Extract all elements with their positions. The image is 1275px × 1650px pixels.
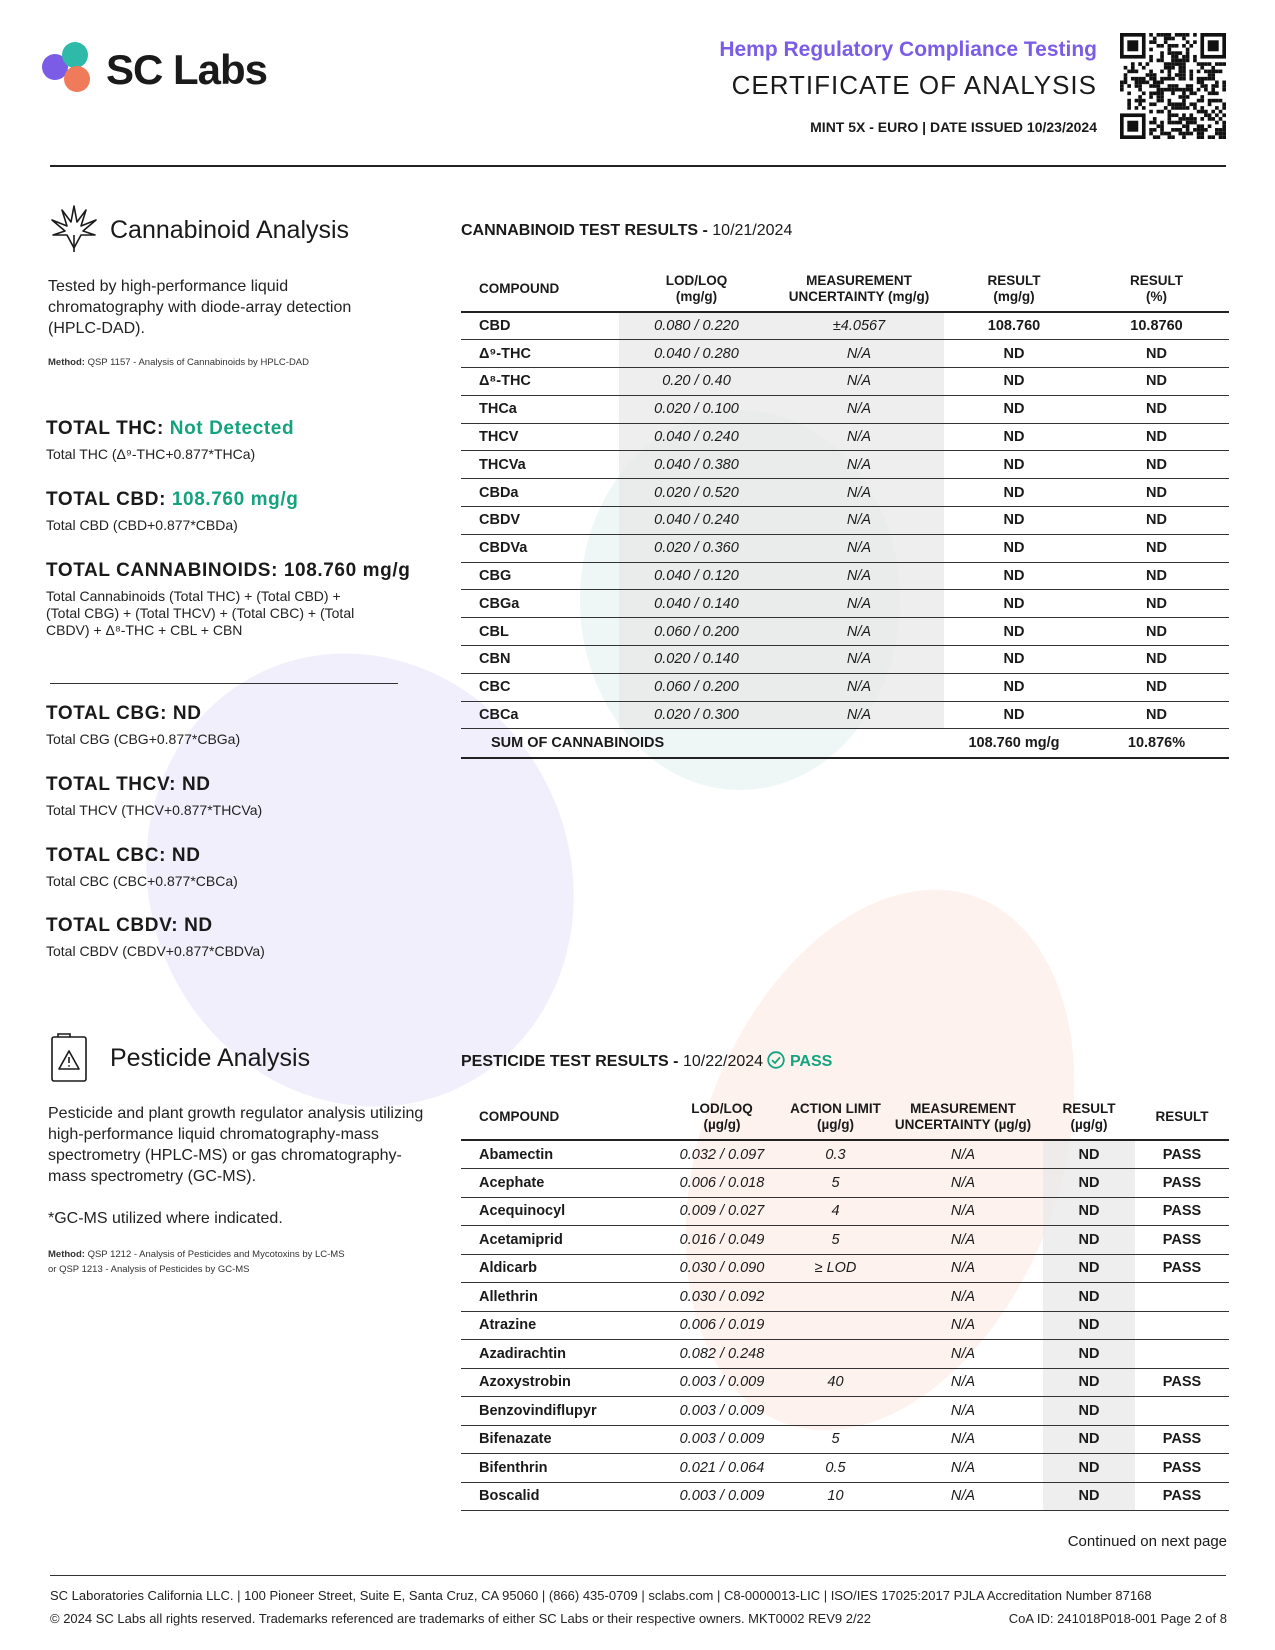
table-cell: N/A — [883, 1197, 1043, 1226]
table-cell: N/A — [883, 1482, 1043, 1511]
pesticide-results-table — [461, 1094, 1229, 1511]
table-cell: N/A — [774, 618, 944, 646]
table-row — [461, 618, 1229, 646]
table-cell: ±4.0567 — [774, 312, 944, 340]
table-cell: 10 — [788, 1482, 883, 1511]
logo-dots-icon — [42, 40, 100, 100]
pesticide-header-cell: MEASUREMENT UNCERTAINTY (µg/g) — [894, 1100, 1032, 1132]
pesticide-status-badge: PASS — [789, 1053, 833, 1070]
table-cell: ND — [1043, 1254, 1135, 1283]
table-row — [461, 646, 1229, 674]
table-row — [461, 1482, 1229, 1511]
table-cell: 0.040 / 0.140 — [619, 590, 774, 618]
table-cell: 4 — [788, 1197, 883, 1226]
cannabinoid-header-cell: LOD/LOQ (mg/g) — [665, 272, 728, 304]
table-cell: ND — [944, 368, 1084, 396]
table-cell: ND — [1084, 590, 1229, 618]
table-row — [461, 1454, 1229, 1483]
pesticide-note: *GC-MS utilized where indicated. — [48, 1210, 283, 1227]
cannabinoid-results-table — [461, 266, 1229, 759]
table-row — [461, 1226, 1229, 1255]
table-row — [461, 312, 1229, 340]
table-cell: 0.016 / 0.049 — [656, 1226, 788, 1255]
table-row — [461, 451, 1229, 479]
table-cell: Atrazine — [461, 1311, 656, 1340]
table-cell: 5 — [788, 1425, 883, 1454]
table-cell: N/A — [774, 451, 944, 479]
table-cell: ND — [1084, 395, 1229, 423]
total-cbc: TOTAL CBC: ND Total CBC (CBC+0.877*CBCa) — [46, 845, 238, 889]
table-cell: N/A — [774, 423, 944, 451]
table-cell: THCa — [461, 395, 619, 423]
table-cell: PASS — [1135, 1254, 1229, 1283]
check-circle-icon — [767, 1051, 785, 1069]
table-cell: N/A — [883, 1311, 1043, 1340]
table-cell: N/A — [774, 395, 944, 423]
table-row — [461, 1140, 1229, 1169]
table-cell: CBD — [461, 312, 619, 340]
total-cbd: TOTAL CBD: 108.760 mg/g Total CBD (CBD+0.877*CBDa) — [46, 489, 299, 533]
cannabinoid-description: Tested by high-performance liquid chromatography with diode-array detection (HPLC-DAD). — [48, 278, 352, 337]
totals-divider — [50, 683, 398, 684]
table-cell: 0.003 / 0.009 — [656, 1482, 788, 1511]
table-cell: 0.060 / 0.200 — [619, 673, 774, 701]
qr-code-icon — [1120, 33, 1226, 139]
table-cell: 0.021 / 0.064 — [656, 1454, 788, 1483]
pesticide-header-cell: RESULT — [1155, 1108, 1209, 1124]
table-cell: ND — [1084, 562, 1229, 590]
table-cell: Aldicarb — [461, 1254, 656, 1283]
table-cell: Bifenthrin — [461, 1454, 656, 1483]
table-cell: Δ⁸-THC — [461, 368, 619, 396]
table-cell: ND — [944, 534, 1084, 562]
table-cell: Acequinocyl — [461, 1197, 656, 1226]
table-row — [461, 562, 1229, 590]
cannabinoid-method: Method: QSP 1157 - Analysis of Cannabinoids by HPLC-DAD — [48, 357, 310, 368]
table-cell: ND — [1043, 1454, 1135, 1483]
table-cell: Δ⁹-THC — [461, 340, 619, 368]
table-cell: N/A — [774, 368, 944, 396]
table-row — [461, 340, 1229, 368]
pesticide-section-title: Pesticide Analysis — [110, 1044, 311, 1072]
pesticide-header-cell: RESULT (µg/g) — [1062, 1100, 1116, 1132]
header-meta: MINT 5X - EURO | DATE ISSUED 10/23/2024 — [810, 119, 1097, 135]
table-cell: 108.760 — [944, 312, 1084, 340]
total-cbdv: TOTAL CBDV: ND Total CBDV (CBDV+0.877*CBDVa) — [46, 915, 265, 959]
table-cell: CBCa — [461, 701, 619, 729]
table-cell: ND — [1043, 1425, 1135, 1454]
table-cell: ND — [944, 340, 1084, 368]
table-cell: ND — [944, 423, 1084, 451]
table-cell: N/A — [883, 1340, 1043, 1369]
table-cell: ND — [944, 673, 1084, 701]
footer-divider — [50, 1575, 1226, 1576]
sum-row — [461, 729, 1229, 758]
table-cell: 5 — [788, 1169, 883, 1198]
cannabinoid-header-cell: RESULT (%) — [1130, 272, 1183, 304]
table-cell: ND — [1084, 507, 1229, 535]
table-row — [461, 1283, 1229, 1312]
table-row — [461, 1254, 1229, 1283]
table-cell: 0.006 / 0.019 — [656, 1311, 788, 1340]
table-cell: ND — [1084, 368, 1229, 396]
table-cell: N/A — [883, 1226, 1043, 1255]
table-cell: ≥ LOD — [788, 1254, 883, 1283]
table-row — [461, 1340, 1229, 1369]
total-thc: TOTAL THC: Not Detected Total THC (Δ⁹-THC+0.877*THCa) — [46, 418, 295, 462]
table-row — [461, 423, 1229, 451]
table-cell: 0.003 / 0.009 — [656, 1368, 788, 1397]
table-cell: ND — [1084, 534, 1229, 562]
table-cell: PASS — [1135, 1454, 1229, 1483]
table-cell: 10.8760 — [1084, 312, 1229, 340]
sum-mg: 108.760 mg/g — [944, 729, 1084, 758]
brand-name: SC Labs — [106, 46, 268, 93]
table-cell: 0.009 / 0.027 — [656, 1197, 788, 1226]
table-cell: CBG — [461, 562, 619, 590]
table-cell: 0.020 / 0.360 — [619, 534, 774, 562]
table-row — [461, 590, 1229, 618]
table-cell: 0.003 / 0.009 — [656, 1397, 788, 1426]
table-cell: ND — [1043, 1169, 1135, 1198]
table-cell: 5 — [788, 1226, 883, 1255]
table-cell: Allethrin — [461, 1283, 656, 1312]
cannabinoid-table-title: CANNABINOID TEST RESULTS - 10/21/2024 — [461, 222, 793, 239]
table-cell: ND — [1084, 646, 1229, 674]
table-cell: ND — [1043, 1283, 1135, 1312]
table-row — [461, 1169, 1229, 1198]
table-cell — [1135, 1283, 1229, 1312]
table-cell: 0.040 / 0.280 — [619, 340, 774, 368]
table-cell: 0.3 — [788, 1140, 883, 1169]
pesticide-header-cell: COMPOUND — [479, 1108, 560, 1124]
table-cell: 0.040 / 0.120 — [619, 562, 774, 590]
table-cell: ND — [944, 395, 1084, 423]
sum-pct: 10.876% — [1084, 729, 1229, 758]
sum-label: SUM OF CANNABINOIDS — [461, 729, 944, 758]
table-cell: 0.020 / 0.520 — [619, 479, 774, 507]
table-cell — [788, 1283, 883, 1312]
table-cell: N/A — [883, 1140, 1043, 1169]
table-cell — [788, 1397, 883, 1426]
total-thcv: TOTAL THCV: ND Total THCV (THCV+0.877*THCVa) — [46, 774, 263, 818]
table-cell: N/A — [774, 562, 944, 590]
table-cell: N/A — [883, 1425, 1043, 1454]
table-cell: CBDVa — [461, 534, 619, 562]
table-cell: 0.040 / 0.240 — [619, 423, 774, 451]
table-cell: ND — [944, 562, 1084, 590]
table-cell: CBGa — [461, 590, 619, 618]
table-cell: CBDa — [461, 479, 619, 507]
table-cell — [788, 1311, 883, 1340]
table-row — [461, 1397, 1229, 1426]
table-cell: ND — [1043, 1397, 1135, 1426]
cannabinoid-header-cell: RESULT (mg/g) — [987, 272, 1041, 304]
table-cell — [1135, 1340, 1229, 1369]
table-cell: N/A — [774, 646, 944, 674]
pesticide-header-cell: ACTION LIMIT (µg/g) — [790, 1100, 881, 1132]
table-cell: N/A — [774, 534, 944, 562]
header-subtitle: Hemp Regulatory Compliance Testing — [719, 38, 1097, 61]
cannabinoid-header-cell: MEASUREMENT UNCERTAINTY (mg/g) — [788, 272, 930, 304]
table-cell: 0.040 / 0.240 — [619, 507, 774, 535]
table-row — [461, 1197, 1229, 1226]
table-cell: 40 — [788, 1368, 883, 1397]
table-cell: Benzovindiflupyr — [461, 1397, 656, 1426]
table-cell: ND — [944, 618, 1084, 646]
table-cell: N/A — [883, 1254, 1043, 1283]
table-cell: 0.080 / 0.220 — [619, 312, 774, 340]
table-cell: 0.040 / 0.380 — [619, 451, 774, 479]
table-cell: N/A — [774, 507, 944, 535]
table-row — [461, 1311, 1229, 1340]
table-cell: PASS — [1135, 1140, 1229, 1169]
table-cell: ND — [1084, 451, 1229, 479]
footer-copyright: © 2024 SC Labs all rights reserved. Trademarks referenced are trademarks of either SC Labs or their respective owners. MKT0002 REV9 2/22 — [50, 1611, 872, 1626]
table-cell: ND — [944, 479, 1084, 507]
table-cell: 0.030 / 0.090 — [656, 1254, 788, 1283]
table-cell: 0.030 / 0.092 — [656, 1283, 788, 1312]
table-cell: CBC — [461, 673, 619, 701]
table-cell: Azoxystrobin — [461, 1368, 656, 1397]
footer-coa-id: CoA ID: 241018P018-001 Page 2 of 8 — [1008, 1611, 1227, 1626]
total-cbg: TOTAL CBG: ND Total CBG (CBG+0.877*CBGa) — [46, 703, 241, 747]
pesticide-warning-icon — [48, 1033, 100, 1085]
table-row — [461, 507, 1229, 535]
table-cell: N/A — [774, 673, 944, 701]
table-cell: ND — [1043, 1197, 1135, 1226]
table-cell: PASS — [1135, 1197, 1229, 1226]
table-cell: 0.20 / 0.40 — [619, 368, 774, 396]
table-cell: ND — [1084, 340, 1229, 368]
table-cell: 0.5 — [788, 1454, 883, 1483]
table-cell: ND — [1084, 673, 1229, 701]
table-cell: ND — [1043, 1368, 1135, 1397]
table-cell: ND — [944, 701, 1084, 729]
table-cell: N/A — [883, 1283, 1043, 1312]
cannabinoid-section-title: Cannabinoid Analysis — [110, 216, 350, 244]
table-cell: PASS — [1135, 1425, 1229, 1454]
table-cell: ND — [1084, 423, 1229, 451]
table-cell — [1135, 1311, 1229, 1340]
table-cell: 0.006 / 0.018 — [656, 1169, 788, 1198]
cannabis-leaf-icon — [48, 202, 100, 254]
table-row — [461, 673, 1229, 701]
table-row — [461, 395, 1229, 423]
table-cell: Boscalid — [461, 1482, 656, 1511]
sc-labs-logo — [42, 40, 302, 100]
table-cell: Azadirachtin — [461, 1340, 656, 1369]
table-cell: N/A — [774, 340, 944, 368]
total-cannabinoids: TOTAL CANNABINOIDS: 108.760 mg/g Total Cannabinoids (Total THC) + (Total CBD) + (Total CBG) + (Total THCV) + (Total CBC) + (Total CBDV) + Δ⁸-THC + CBL + CBN — [46, 560, 411, 638]
table-cell: PASS — [1135, 1169, 1229, 1198]
table-cell: 0.020 / 0.100 — [619, 395, 774, 423]
table-row — [461, 534, 1229, 562]
table-cell: N/A — [883, 1454, 1043, 1483]
table-cell: Acephate — [461, 1169, 656, 1198]
table-cell: N/A — [774, 479, 944, 507]
table-cell: ND — [1043, 1482, 1135, 1511]
table-cell: 0.060 / 0.200 — [619, 618, 774, 646]
header-divider — [50, 165, 1226, 167]
table-cell: ND — [1084, 701, 1229, 729]
table-cell: THCV — [461, 423, 619, 451]
table-cell: ND — [1084, 618, 1229, 646]
table-cell: ND — [944, 590, 1084, 618]
table-cell: N/A — [774, 590, 944, 618]
footer-address: SC Laboratories California LLC. | 100 Pioneer Street, Suite E, Santa Cruz, CA 95060 | (866) 435-0709 | sclabs.com | C8-0000013-LIC | ISO/IES 17025:2017 PJLA Accreditation Number 87168 — [50, 1588, 1152, 1603]
table-row — [461, 368, 1229, 396]
table-cell: ND — [1043, 1311, 1135, 1340]
table-cell: N/A — [883, 1397, 1043, 1426]
table-cell — [788, 1340, 883, 1369]
pesticide-table-title: PESTICIDE TEST RESULTS - 10/22/2024 PASS — [461, 1053, 833, 1070]
table-cell: ND — [1043, 1340, 1135, 1369]
table-cell: ND — [944, 646, 1084, 674]
table-cell: PASS — [1135, 1368, 1229, 1397]
pesticide-method: Method: QSP 1212 - Analysis of Pesticides and Mycotoxins by LC-MS or QSP 1213 - Analysis of Pesticides by GC-MS — [48, 1249, 345, 1275]
table-cell: ND — [944, 451, 1084, 479]
table-cell: Acetamiprid — [461, 1226, 656, 1255]
table-cell: N/A — [883, 1368, 1043, 1397]
header-title: CERTIFICATE OF ANALYSIS — [731, 70, 1097, 100]
table-row — [461, 479, 1229, 507]
table-cell: Abamectin — [461, 1140, 656, 1169]
table-row — [461, 1368, 1229, 1397]
table-cell: 0.020 / 0.140 — [619, 646, 774, 674]
table-cell: 0.020 / 0.300 — [619, 701, 774, 729]
table-row — [461, 701, 1229, 729]
table-cell: ND — [1043, 1140, 1135, 1169]
continued-note: Continued on next page — [1067, 1533, 1227, 1550]
pesticide-description: Pesticide and plant growth regulator analysis utilizing high-performance liquid chromatography-mass spectrometry (HPLC-MS) or gas chromatography-mass spectrometry (GC-MS). — [48, 1105, 424, 1185]
pesticide-header-cell: LOD/LOQ (µg/g) — [691, 1100, 753, 1132]
table-cell: 0.003 / 0.009 — [656, 1425, 788, 1454]
table-cell: 0.082 / 0.248 — [656, 1340, 788, 1369]
table-cell: PASS — [1135, 1226, 1229, 1255]
table-cell: N/A — [883, 1169, 1043, 1198]
table-cell: 0.032 / 0.097 — [656, 1140, 788, 1169]
table-row — [461, 1425, 1229, 1454]
table-cell: CBL — [461, 618, 619, 646]
table-cell — [1135, 1397, 1229, 1426]
table-cell: ND — [1043, 1226, 1135, 1255]
table-cell: THCVa — [461, 451, 619, 479]
table-cell: N/A — [774, 701, 944, 729]
cannabinoid-header-cell: COMPOUND — [479, 280, 560, 296]
table-cell: ND — [944, 507, 1084, 535]
table-cell: Bifenazate — [461, 1425, 656, 1454]
table-cell: PASS — [1135, 1482, 1229, 1511]
table-cell: ND — [1084, 479, 1229, 507]
table-cell: CBN — [461, 646, 619, 674]
table-cell: CBDV — [461, 507, 619, 535]
